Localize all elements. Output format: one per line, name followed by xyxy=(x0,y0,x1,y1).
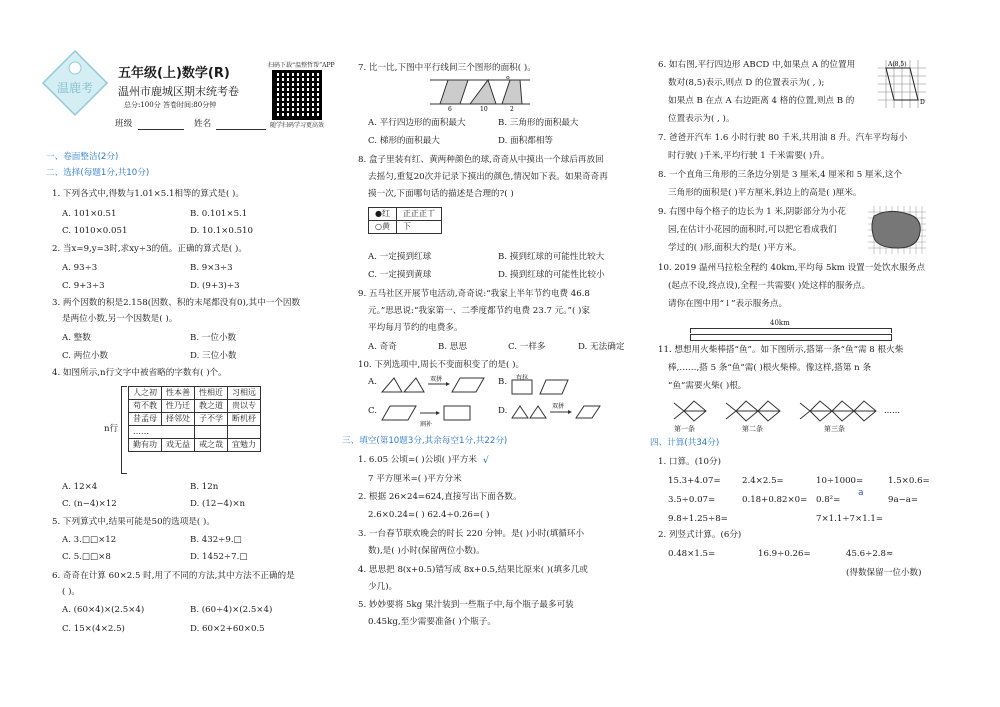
fill-6-line4: 位置表示为( , )。 xyxy=(668,114,735,124)
fill-11-dots: …… xyxy=(884,406,900,415)
q10-option-a-figure xyxy=(380,374,490,396)
q3-option-a: A. 整数 xyxy=(62,333,91,343)
calc-1: 1. 口算。(10分) xyxy=(658,457,721,467)
q4-table-cell xyxy=(162,426,195,439)
qr-caption-top: 扫码下载“温整哲帮”APP xyxy=(268,62,335,69)
fill-11-line3: “鱼”需要火柴( )根。 xyxy=(668,381,747,391)
calc-2-item-2[interactable]: 16.9÷0.26= xyxy=(758,549,811,559)
class-field[interactable] xyxy=(138,129,184,130)
class-label: 班级 xyxy=(115,119,133,129)
q2-option-a: A. 93÷3 xyxy=(62,263,98,273)
q3-text: 3. 两个因数的积是2.158(因数、积的末尾都没有0),其中一个因数 xyxy=(52,298,301,308)
section-1-heading: 一、卷面整洁(2分) xyxy=(46,152,119,162)
fill-9-line3: 学过的( )形,面积大约是( )平方米。 xyxy=(668,243,802,253)
q7-label-10: 10 xyxy=(480,106,488,112)
fill-3: 3. 一台春节联欢晚会的时长 220 分钟。是( )小时(填循环小 xyxy=(358,529,585,539)
q4-table-cell: 勤有功 xyxy=(129,439,162,452)
middle-column xyxy=(340,0,658,707)
q10-label-a: 双拼 xyxy=(430,376,443,383)
q10-text: 10. 下列选项中,周长不变面积变了的是( )。 xyxy=(358,360,525,370)
q7-label-8: 8 xyxy=(506,76,510,81)
q4-table-row xyxy=(129,439,261,452)
q7-option-a: A. 平行四边形的面积最大 xyxy=(368,118,466,128)
fill-3-line2: 数),是( )小时(保留两位小数)。 xyxy=(368,546,485,556)
fill-11-line2: 棒,……,搭 5 条“鱼”需( )根火柴棒。像这样,搭第 n 条 xyxy=(668,363,872,373)
q1-text: 1. 下列各式中,得数与1.01×5.1相等的算式是( )。 xyxy=(52,189,245,199)
q4-table-cell: 性乃迁 xyxy=(162,400,195,413)
q4-table-row xyxy=(129,413,261,426)
q4-option-a: A. 12×4 xyxy=(62,482,98,492)
q8-yellow-label: ○黄 xyxy=(369,221,397,234)
q8-text-line3: 摸一次,下面哪句话的描述是合理的?( ) xyxy=(368,189,514,199)
calc-2-note: (得数保留一位小数) xyxy=(846,568,922,578)
seal-logo-icon xyxy=(40,48,110,118)
fill-1-line2: 7 平方厘米=( )平方分米 xyxy=(368,474,462,484)
q6-text: 6. 奇奇在计算 60×2.5 时,用了不同的方法,其中方法不正确的是 xyxy=(52,571,295,581)
q9-text: 9. 五马社区开展节电活动,奇奇说:“我家上半年节约电费 46.8 xyxy=(358,289,590,299)
fill-9-line2: 园,在估计小花园的面积时,可以把它看成我们 xyxy=(668,225,837,235)
section-4-heading: 四、计算(共34分) xyxy=(650,438,720,448)
q6-option-d: D. 60×2+60×0.5 xyxy=(190,624,265,634)
q1-option-a: A. 101×0.51 xyxy=(62,209,117,219)
fill-7-line2: 时行驶( )千米,平均行驶 1 千米需要( )升。 xyxy=(668,151,830,161)
q4-table-cell: 断机杼 xyxy=(228,413,261,426)
q9-option-a: A. 奇奇 xyxy=(368,342,397,352)
fill-1: 1. 6.05 公顷=( )公顷( )平方米 xyxy=(358,455,478,465)
fill-10-track-bracket xyxy=(690,328,892,333)
fill-10-track[interactable] xyxy=(690,334,892,341)
q3-option-c: C. 两位小数 xyxy=(62,351,109,361)
q4-table-row xyxy=(129,400,261,413)
oral-calc-item[interactable]: 7×1.1÷7×1.1= xyxy=(816,514,884,524)
oral-calc-item[interactable]: 0.8²= xyxy=(816,495,841,505)
fill-6-point-a-label: A(8,5) xyxy=(888,61,907,68)
fill-8: 8. 一个直角三角形的三条边分别是 3 厘米,4 厘米和 5 厘米,这个 xyxy=(658,170,903,180)
q7-text: 7. 比一比,下图中平行线间三个图形的面积( )。 xyxy=(358,63,536,73)
fill-4: 4. 思思把 8(x+0.5)错写成 8x+0.5,结果比原来( )(填多几或 xyxy=(358,565,588,575)
q8-red-tally: 正正正丅 xyxy=(396,208,441,221)
q4-table-cell xyxy=(195,426,228,439)
q3-option-b: B. 一位小数 xyxy=(190,333,237,343)
q4-text-table xyxy=(128,386,261,452)
seal-text: 温鹿考 xyxy=(56,81,94,95)
calc-2-item-3[interactable]: 45.6÷2.8≈ xyxy=(846,549,894,559)
q4-option-d: D. (12−4)×n xyxy=(190,499,246,509)
q2-text: 2. 当x=9,y=3时,求xy÷3的值。正确的算式是( )。 xyxy=(52,244,247,254)
q2-option-b: B. 9×3÷3 xyxy=(190,263,233,273)
q10-option-a-letter: A. xyxy=(368,377,377,387)
fill-8-line2: 三角形的面积是( )平方厘米,斜边上的高是( )厘米。 xyxy=(668,188,862,198)
exam-subtitle: 温州市鹿城区期末统考卷 xyxy=(118,85,239,98)
q4-table-cell: 习相远 xyxy=(228,387,261,400)
q4-table-cell: 戏无益 xyxy=(162,439,195,452)
q10-label-c: 割补 xyxy=(420,421,433,428)
q4-table-cell: …… xyxy=(129,426,162,439)
fill-9-garden-figure xyxy=(868,206,926,254)
q8-option-b: B. 摸到红球的可能性比较大 xyxy=(498,252,605,262)
q7-figure xyxy=(430,76,530,112)
q4-table-row xyxy=(129,387,261,400)
q3-option-d: D. 三位小数 xyxy=(190,351,237,361)
q8-text-line2: 去摇匀,重复20次并记录下摸出的颜色,情况如下表。如果奇奇再 xyxy=(368,172,608,182)
q8-option-c: C. 一定摸到黄球 xyxy=(368,270,432,280)
exam-meta: 总分:100分 答卷时间:80分钟 xyxy=(124,101,217,109)
q10-option-c-letter: C. xyxy=(368,406,378,416)
fill-10-line3: 请你在图中用“↓”表示服务点。 xyxy=(668,299,788,309)
q9-text-line2: 元。”思思说:“我家第一、二季度都节约电费 23.7 元。”( )家 xyxy=(368,306,590,316)
fill-11-label-3: 第三条 xyxy=(824,425,845,433)
fill-2-line2: 2.6×0.24=( ) 62.4÷0.26=( ) xyxy=(368,510,490,520)
q10-label-b: 右拉 xyxy=(516,374,529,381)
q4-table-cell: 昔孟母 xyxy=(129,413,162,426)
q4-table-cell: 教之道 xyxy=(195,400,228,413)
q4-option-b: B. 12n xyxy=(190,482,219,492)
q4-text: 4. 如图所示,n行文字中被省略的字数有( )个。 xyxy=(52,368,227,378)
q2-option-c: C. 9+3÷3 xyxy=(62,281,105,291)
q6-option-a: A. (60×4)×(2.5×4) xyxy=(62,605,145,615)
q7-option-c: C. 梯形的面积最大 xyxy=(368,136,440,146)
q9-option-c: C. 一样多 xyxy=(508,342,546,352)
q9-option-d: D. 无法确定 xyxy=(578,342,625,352)
qr-caption-bottom: 随学扫码学习更高效 xyxy=(270,122,325,129)
q4-table-cell: 苟不教 xyxy=(129,400,162,413)
calc-2: 2. 列竖式计算。(6分) xyxy=(658,530,742,540)
q6-option-b: B. (60÷4)×(2.5×4) xyxy=(190,605,273,615)
fill-2: 2. 根据 26×24=624,直接写出下面各数。 xyxy=(358,492,522,502)
name-field[interactable] xyxy=(216,129,266,130)
q10-label-d: 双拼 xyxy=(552,403,565,410)
q5-option-b: B. 432÷9.□ xyxy=(190,535,242,545)
oral-calc-item[interactable]: 3.5÷0.07= xyxy=(668,495,716,505)
fill-6: 6. 如右图,平行四边形 ABCD 中,如果点 A 的位置用 xyxy=(658,60,856,70)
name-label: 姓名 xyxy=(194,119,212,129)
fill-10-line2: (起点不设,终点设),全程一共需要( )处这样的服务点。 xyxy=(668,281,871,291)
q4-n-label: n行 xyxy=(104,424,119,434)
q8-text: 8. 盒子里装有红、黄两种颜色的球,奇奇从中摸出一个球后再放回 xyxy=(358,155,604,165)
q7-label-2: 2 xyxy=(510,106,514,112)
oral-calc-item[interactable]: 1.5×0.6= xyxy=(888,476,930,486)
q1-option-b: B. 0.101×5.1 xyxy=(190,209,248,219)
fill-11-label-2: 第二条 xyxy=(742,425,763,433)
q4-table-cell: 性本善 xyxy=(162,387,195,400)
oral-calc-item[interactable]: 10÷1000= xyxy=(816,476,864,486)
fill-10-length-label: 40km xyxy=(770,319,790,327)
q4-table-cell: 戒之哉 xyxy=(195,439,228,452)
handwritten-tick: √ xyxy=(483,456,489,466)
qr-code xyxy=(272,70,322,120)
q4-table-row xyxy=(129,426,261,439)
q9-text-line3: 平均每月节约的电费多。 xyxy=(368,323,463,333)
q8-tally-table xyxy=(368,207,442,234)
q8-red-label: ●红 xyxy=(369,208,397,221)
q6-text-line2: ( )。 xyxy=(62,587,81,597)
q10-option-b-letter: B. xyxy=(498,377,508,387)
oral-calc-item[interactable]: 9a−a= xyxy=(888,495,919,505)
q10-option-d-figure xyxy=(510,400,620,426)
q4-table-cell: 宜勉力 xyxy=(228,439,261,452)
q5-option-c: C. 5.□□×8 xyxy=(62,552,111,562)
q8-option-a: A. 一定摸到红球 xyxy=(368,252,432,262)
q6-option-c: C. 15×(4×2.5) xyxy=(62,624,125,634)
q5-text: 5. 下列算式中,结果可能是50的选项是( )。 xyxy=(52,517,215,527)
fill-6-line2: 数对(8,5)表示,则点 D 的位置表示为( , ); xyxy=(668,78,825,88)
fill-5-line2: 0.45kg,至少需要准备( )个瓶子。 xyxy=(368,617,496,627)
right-column xyxy=(650,0,995,707)
calc-2-item-1[interactable]: 0.48×1.5= xyxy=(668,549,716,559)
fill-5: 5. 妙妙要将 5kg 果汁装到一些瓶子中,每个瓶子最多可装 xyxy=(358,600,574,610)
fill-6-point-d-label: D xyxy=(920,99,925,106)
q7-option-b: B. 三角形的面积最大 xyxy=(498,118,579,128)
q10-option-b-figure xyxy=(510,374,574,400)
q8-option-d: D. 摸到红球的可能性比较小 xyxy=(498,270,605,280)
q9-option-b: B. 思思 xyxy=(438,342,467,352)
oral-calc-item[interactable]: 0.18+0.82×0= xyxy=(742,495,808,505)
q4-table-cell: 性相近 xyxy=(195,387,228,400)
q8-yellow-tally: 下 xyxy=(396,221,441,234)
left-column xyxy=(0,0,335,707)
q2-option-d: D. (9+3)÷3 xyxy=(190,281,240,291)
q4-table-cell: 择邻处 xyxy=(162,413,195,426)
fill-10: 10. 2019 温州马拉松全程约 40km,平均每 5km 设置一处饮水服务点 xyxy=(658,263,925,273)
q4-table-cell: 子不学 xyxy=(195,413,228,426)
q5-option-a: A. 3.□□×12 xyxy=(62,535,117,545)
handwritten-mark: a xyxy=(858,488,864,498)
section-2-heading: 二、选择(每题1分,共10分) xyxy=(46,168,150,178)
q1-option-c: C. 1010×0.051 xyxy=(62,226,128,236)
q4-table-cell: 贵以专 xyxy=(228,400,261,413)
fill-9: 9. 右图中每个格子的边长为 1 米,阴影部分为小花 xyxy=(658,207,846,217)
q4-table-cell xyxy=(228,426,261,439)
fill-11-label-1: 第一条 xyxy=(674,425,695,433)
oral-calc-item[interactable]: 9.8÷1.25÷8= xyxy=(668,514,728,524)
fill-11: 11. 想想用火柴棒搭“鱼”。如下图所示,搭第一条“鱼”需 8 根火柴 xyxy=(658,345,904,355)
q4-table-cell: 人之初 xyxy=(129,387,162,400)
q5-option-d: D. 1452÷7.□ xyxy=(190,552,248,562)
q7-label-6: 6 xyxy=(448,106,452,112)
q3-text-line2: 是两位小数,另一个因数是( )。 xyxy=(62,314,178,324)
q7-option-d: D. 面积都相等 xyxy=(498,136,554,146)
exam-title: 五年级(上)数学(R) xyxy=(118,66,230,81)
fill-6-line3: 如果点 B 在点 A 右边距离 4 格的位置,则点 B 的 xyxy=(668,96,855,106)
fill-4-line2: 少几)。 xyxy=(368,582,398,592)
fill-6-grid-figure xyxy=(878,60,926,108)
q1-option-d: D. 10.1×0.510 xyxy=(190,226,253,236)
q4-brace xyxy=(121,386,127,474)
oral-calc-item[interactable]: 15.3+4.07= xyxy=(668,476,721,486)
q4-option-c: C. (n−4)×12 xyxy=(62,499,117,509)
oral-calc-item[interactable]: 2.4×2.5= xyxy=(742,476,784,486)
q10-option-d-letter: D. xyxy=(498,406,508,416)
section-3-heading: 三、填空(第10题3分,其余每空1分,共22分) xyxy=(342,436,508,446)
fill-11-fish-figure xyxy=(670,397,910,423)
fill-7: 7. 爸爸开汽车 1.6 小时行驶 80 千米,共用油 8 升。汽车平均每小 xyxy=(658,133,908,143)
q10-option-c-figure xyxy=(380,402,490,428)
